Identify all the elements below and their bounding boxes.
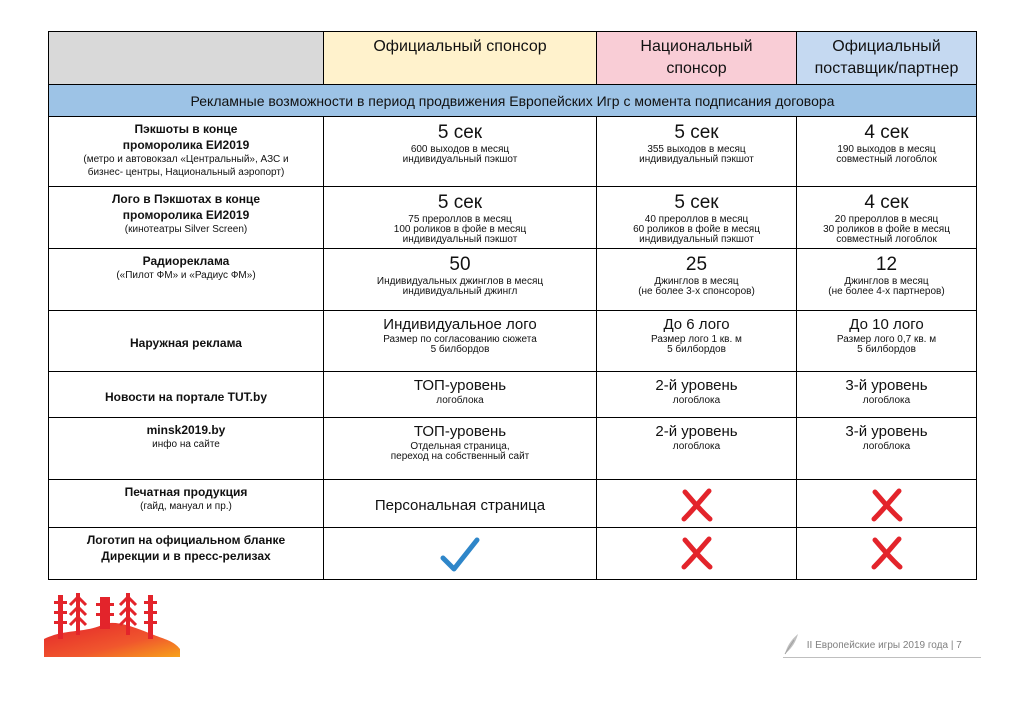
cell-detail: логоблока (672, 395, 721, 406)
cell-detail: логоблока (672, 441, 721, 452)
cell-main-value: 2-й уровень (655, 377, 738, 394)
value-cell (324, 480, 597, 528)
header-blank-cell (49, 32, 324, 85)
value-cell (324, 187, 597, 249)
value-cell (597, 249, 797, 311)
value-cell (324, 311, 597, 372)
cell-detail: Джинглов в месяц (654, 276, 739, 287)
cell-detail: 5 билбордов (430, 344, 490, 355)
row-label: Дирекции и в пресс-релизах (101, 549, 271, 563)
cross-icon (797, 536, 976, 575)
cell-detail: 600 выходов в месяц (410, 144, 510, 155)
cell-main-value: Персональная страница (374, 496, 546, 514)
cell-detail: 30 роликов в фойе в месяц (823, 224, 950, 235)
row-sublabel: (метро и автовокзал «Центральный», АЗС и (83, 154, 289, 165)
cell-detail: 100 роликов в фойе в месяц (393, 224, 527, 235)
cell-detail: Джинглов в месяц (844, 276, 929, 287)
value-cell (797, 311, 977, 372)
cell-detail: 355 выходов в месяц (647, 144, 746, 155)
value-cell (597, 311, 797, 372)
value-cell (797, 372, 977, 418)
cell-detail: (не более 4-х партнеров) (828, 286, 945, 297)
cell-main-value: 3-й уровень (845, 377, 928, 394)
header-official-supplier: Официальный поставщик/партнер (797, 32, 977, 85)
row-sublabel: («Пилот ФМ» и «Радиус ФМ») (116, 270, 256, 281)
row-label: Логотип на официальном бланке (86, 533, 286, 547)
cell-detail: 75 прероллов в месяц (408, 214, 512, 225)
banner-row (49, 85, 977, 117)
cell-detail: Размер лого 0,7 кв. м (836, 334, 937, 345)
cell-detail: 60 роликов в фойе в месяц (633, 224, 760, 235)
value-cell (797, 187, 977, 249)
cell-main-value: 5 сек (437, 192, 483, 213)
row-sublabel: (кинотеатры Silver Screen) (124, 224, 248, 235)
cell-main-value: До 6 лого (663, 316, 730, 333)
cell-main-value: 25 (685, 254, 708, 275)
row-sublabel: (гайд, мануал и пр.) (140, 501, 232, 512)
table-row (49, 311, 977, 372)
sponsorship-table (48, 31, 977, 580)
value-cell (597, 480, 797, 528)
cell-detail: индивидуальный пэкшот (402, 234, 518, 245)
row-label: проморолика ЕИ2019 (122, 138, 250, 152)
cell-detail: (не более 3-х спонсоров) (638, 286, 755, 297)
table-row (49, 528, 977, 580)
page-footer (782, 632, 962, 659)
cell-main-value: 4 сек (864, 192, 909, 213)
european-games-logo (44, 589, 180, 662)
value-cell (597, 117, 797, 187)
cell-main-value: 3-й уровень (845, 423, 928, 440)
cell-detail: индивидуальный пэкшот (402, 154, 518, 165)
cell-detail: 5 билбордов (667, 344, 726, 355)
row-label-cell (49, 528, 324, 580)
cell-main-value: Индивидуальное лого (383, 316, 537, 333)
row-label: Пэкшоты в конце (134, 122, 238, 136)
cell-main-value: ТОП-уровень (413, 423, 507, 440)
section-banner: Рекламные возможности в период продвижения Европейских Игр с момента подписания договора (49, 85, 977, 117)
row-label: Новости на портале TUT.by (104, 389, 267, 404)
header-official-sponsor: Официальный спонсор (324, 32, 597, 85)
cell-detail: Отдельная страница, (410, 441, 510, 452)
row-label-cell (49, 249, 324, 311)
row-label: проморолика ЕИ2019 (122, 208, 250, 222)
cell-detail: 40 прероллов в месяц (644, 214, 749, 225)
row-label-cell (49, 418, 324, 480)
cell-main-value: 12 (875, 254, 898, 275)
value-cell (324, 372, 597, 418)
row-label: Наружная реклама (130, 336, 242, 350)
value-cell (797, 480, 977, 528)
cell-detail: 190 выходов в месяц (837, 144, 936, 155)
value-cell (597, 528, 797, 580)
table-row (49, 418, 977, 480)
row-sublabel: инфо на сайте (152, 439, 220, 450)
row-label-cell (49, 372, 324, 418)
value-cell (597, 418, 797, 480)
value-cell (797, 117, 977, 187)
table-row (49, 187, 977, 249)
table-row (49, 249, 977, 311)
cell-detail: 20 прероллов в месяц (834, 214, 939, 225)
cell-main-value: До 10 лого (849, 316, 924, 333)
row-label-cell (49, 117, 324, 187)
feather-icon (782, 632, 800, 659)
cell-detail: индивидуальный пэкшот (639, 234, 754, 245)
value-cell (797, 528, 977, 580)
cross-icon (597, 488, 796, 527)
cell-detail: логоблока (862, 441, 911, 452)
cell-detail: логоблока (436, 395, 484, 406)
value-cell (597, 187, 797, 249)
footer-divider (783, 657, 981, 658)
row-sublabel: бизнес- центры, Национальный аэропорт) (87, 167, 285, 178)
cell-detail: индивидуальный пэкшот (639, 154, 754, 165)
cell-detail: логоблока (862, 395, 911, 406)
check-icon (324, 536, 596, 579)
cell-detail: Индивидуальных джинглов в месяц (376, 276, 544, 287)
cell-main-value: 5 сек (674, 192, 719, 213)
cell-detail: совместный логоблок (836, 234, 937, 245)
footer-text: II Европейские игры 2019 года | 7 (806, 640, 962, 652)
row-label: minsk2019.by (146, 423, 226, 437)
cross-icon (797, 488, 976, 527)
value-cell (797, 249, 977, 311)
value-cell (324, 528, 597, 580)
header-row (49, 32, 977, 85)
value-cell (324, 418, 597, 480)
row-label-cell (49, 311, 324, 372)
cell-detail: 5 билбордов (857, 344, 916, 355)
row-label: Радиореклама (142, 254, 230, 268)
table-row (49, 480, 977, 528)
row-label-cell (49, 187, 324, 249)
cell-detail: совместный логоблок (836, 154, 937, 165)
cross-icon (597, 536, 796, 575)
cell-main-value: 5 сек (437, 122, 483, 143)
cell-main-value: 2-й уровень (655, 423, 738, 440)
value-cell (324, 117, 597, 187)
cell-detail: Размер лого 1 кв. м (651, 334, 742, 345)
row-label-cell (49, 480, 324, 528)
value-cell (324, 249, 597, 311)
value-cell (597, 372, 797, 418)
cell-detail: Размер по согласованию сюжета (383, 334, 537, 345)
row-label: Печатная продукция (124, 485, 248, 499)
cell-detail: индивидуальный джингл (402, 286, 518, 297)
cell-main-value: 50 (449, 254, 471, 275)
row-label: Лого в Пэкшотах в конце (111, 192, 260, 206)
cell-detail: переход на собственный сайт (390, 451, 530, 462)
value-cell (797, 418, 977, 480)
table-row (49, 372, 977, 418)
table-row (49, 117, 977, 187)
cell-main-value: 5 сек (674, 122, 719, 143)
header-national-sponsor: Национальный спонсор (597, 32, 797, 85)
cell-main-value: ТОП-уровень (413, 377, 507, 394)
cell-main-value: 4 сек (864, 122, 909, 143)
